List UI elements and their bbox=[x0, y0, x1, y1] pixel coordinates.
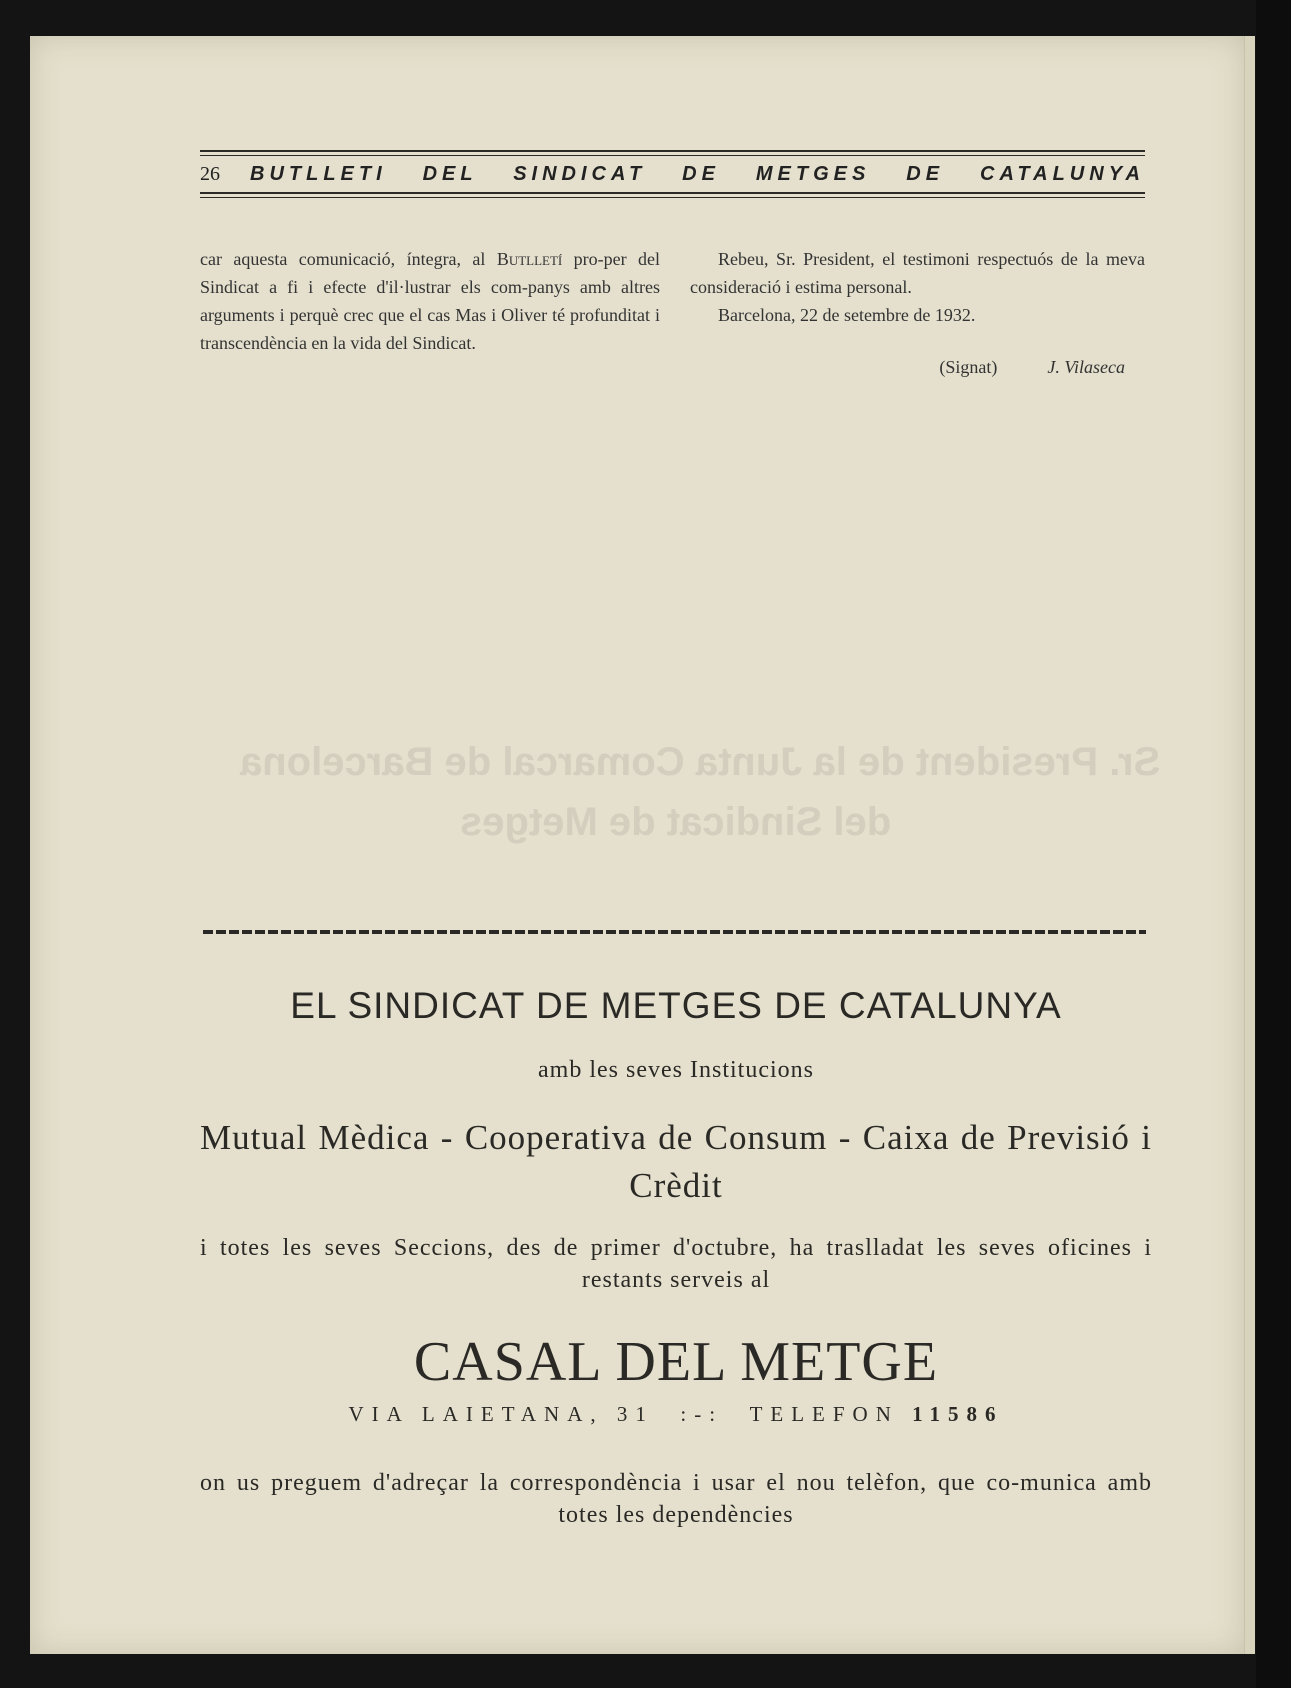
phone-label: TELEFON bbox=[749, 1402, 899, 1426]
running-title: BUTLLETI DEL SINDICAT DE METGES DE CATALUNYA bbox=[250, 163, 1145, 185]
letter-paragraph bbox=[200, 245, 660, 357]
address-separator: :-: bbox=[680, 1402, 724, 1426]
header-bottom-rule bbox=[200, 192, 1145, 198]
scan-background bbox=[1256, 0, 1291, 1688]
building-name: CASAL DEL METGE bbox=[413, 1331, 939, 1393]
announcement-body: i totes les seves Seccions, des de primer d'octubre, ha traslladat les seves oficines i restants serveis al bbox=[200, 1235, 1152, 1293]
letter-closing: Rebeu, Sr. President, el testimoni respectuós de la meva consideració i estima personal. bbox=[690, 249, 1145, 297]
institutions-list: Mutual Mèdica - Cooperativa de Consum - Caixa de Previsió i Crèdit bbox=[200, 1118, 1152, 1205]
running-header bbox=[200, 150, 1145, 198]
announcement-title: EL SINDICAT DE METGES DE CATALUNYA bbox=[290, 985, 1062, 1026]
address-line bbox=[200, 1402, 1152, 1427]
letter-left-column bbox=[200, 245, 660, 381]
bleed-through-text: del Sindicat de Metges bbox=[460, 800, 892, 844]
text-span: pro-per del Sindicat a fi i efecte d'il·lustrar els com-panys amb altres arguments i perquè crec que el cas Mas i Oliver té profunditat i transcendència en la vida del Sindicat. bbox=[200, 249, 661, 353]
signed-label: (Signat) bbox=[939, 357, 998, 377]
bleed-through-text: Sr. President de la Junta Comarcal de Barcelona bbox=[240, 740, 1161, 784]
street-address: VIA LAIETANA, 31 bbox=[348, 1402, 654, 1426]
signature-block bbox=[690, 353, 1145, 381]
page-number: 26 bbox=[200, 163, 220, 185]
text-span: car aquesta comunicació, íntegra, al bbox=[200, 249, 497, 269]
letter-columns bbox=[200, 245, 1145, 381]
letter-right-column bbox=[690, 245, 1145, 381]
bulletin-name: Butlletí bbox=[496, 249, 563, 269]
page-edge bbox=[1244, 36, 1255, 1654]
announcement-final: on us preguem d'adreçar la correspondència i usar el nou telèfon, que co-munica amb totes les dependències bbox=[200, 1470, 1152, 1528]
announcement-subtitle: amb les seves Institucions bbox=[538, 1057, 814, 1083]
dashed-divider bbox=[203, 930, 1146, 934]
announcement bbox=[200, 985, 1152, 1531]
phone-number: 11586 bbox=[912, 1402, 1004, 1426]
signer-name: J. Vilaseca bbox=[1047, 357, 1125, 377]
letter-place-date: Barcelona, 22 de setembre de 1932. bbox=[718, 305, 976, 325]
